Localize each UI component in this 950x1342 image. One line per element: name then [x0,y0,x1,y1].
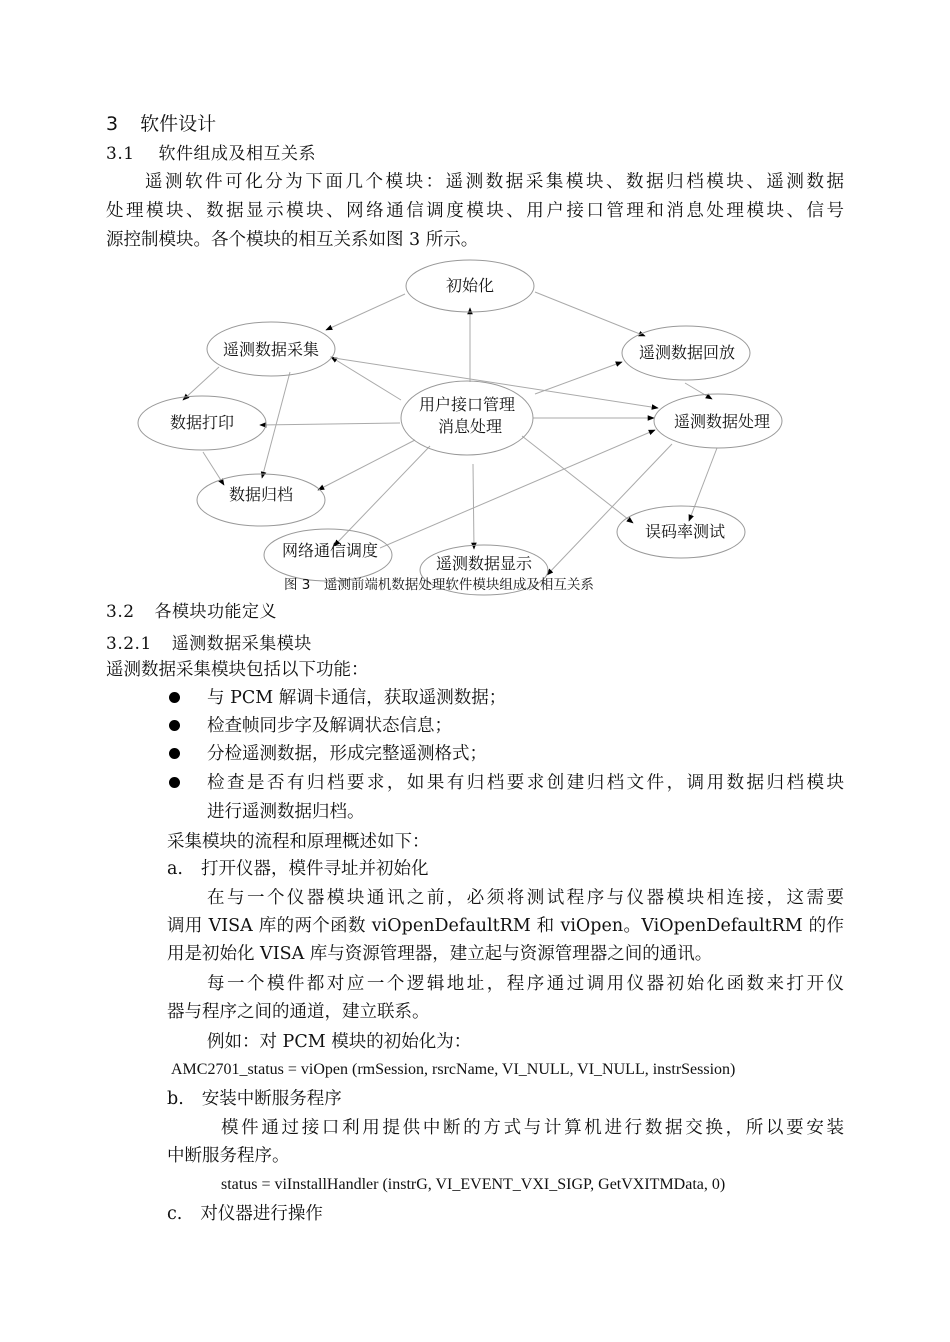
bullet-item-1: 与 PCM 解调卡通信，获取遥测数据； [207,688,507,708]
step-label: a. [167,859,183,879]
node-display-label: 遥测数据显示 [435,554,533,573]
intro-line-1: 遥测软件可化分为下面几个模块：遥测数据采集模块、数据归档模块、遥测数据 [145,172,844,192]
bullet-dot [169,692,180,703]
bullet-item-4-cont: 进行遥测数据归档。 [207,802,365,822]
step-b [167,1087,342,1111]
bullet-item-3: 分检遥测数据，形成完整遥测格式； [207,744,487,764]
bullet-dot [169,777,180,788]
code-viopen: AMC2701_status = viOpen (rmSession, rsrcName, VI_NULL, VI_NULL, instrSession) [171,1061,736,1078]
subsection-number: 3.2.1 [106,634,152,654]
step-label: c. [167,1204,183,1224]
step-text: 对仪器进行操作 [200,1204,323,1224]
functions-intro: 遥测数据采集模块包括以下功能： [106,660,369,680]
node-print-label: 数据打印 [169,413,235,432]
node-network-label: 网络通信调度 [281,541,379,560]
para-a1-line-2: 调用 VISA 库的两个函数 viOpenDefaultRM 和 viOpen。ViOpenDefaultRM 的作 [167,916,844,936]
flow-intro: 采集模块的流程和原理概述如下： [167,832,430,852]
intro-line-3: 源控制模块。各个模块的相互关系如图 3 所示。 [106,230,479,250]
node-process-label: 遥测数据处理 [673,412,771,431]
step-text: 打开仪器，模件寻址并初始化 [201,859,429,879]
subsection-number: 3.1 [106,144,135,164]
step-text: 安装中断服务程序 [201,1089,342,1109]
figure-caption: 图 3 遥测前端机数据处理软件模块组成及相互关系 [284,577,594,593]
node-playback-label: 遥测数据回放 [638,343,736,362]
step-a [167,857,429,881]
intro-line-2: 处理模块、数据显示模块、网络通信调度模块、用户接口管理和消息处理模块、信号 [106,201,844,221]
subsection-number: 3.2 [106,602,135,622]
bullet-dot [169,748,180,759]
node-archive-label: 数据归档 [228,485,294,504]
subsection-title: 各模块功能定义 [154,602,278,622]
subsection-heading-3-2 [106,600,277,624]
section-number: 3 [106,113,119,135]
subsection-title: 软件组成及相互关系 [158,144,317,164]
node-init-label: 初始化 [445,276,495,295]
para-a1-line-1: 在与一个仪器模块通讯之前，必须将测试程序与仪器模块相连接，这需要 [207,888,844,908]
para-a2-line-1: 每一个模件都对应一个逻辑地址，程序通过调用仪器初始化函数来打开仪 [207,974,844,994]
node-ber-label: 误码率测试 [644,522,726,541]
bullet-item-2: 检查帧同步字及解调状态信息； [207,716,452,736]
node-ui-label-2: 消息处理 [437,417,503,436]
subsection-heading-3-2-1 [106,632,312,656]
para-a1-line-3: 用是初始化 VISA 库与资源管理器，建立起与资源管理器之间的通讯。 [167,944,713,964]
section-title: 软件设计 [140,113,217,135]
bullet-item-4: 检查是否有归档要求，如果有归档要求创建归档文件，调用数据归档模块 [207,773,844,793]
bullet-dot [169,720,180,731]
example-line: 例如：对 PCM 模块的初始化为： [207,1032,472,1052]
step-c [167,1202,323,1226]
module-relationship-diagram [0,0,950,600]
para-b-line-1: 模件通过接口利用提供中断的方式与计算机进行数据交换，所以要安装 [221,1118,844,1138]
step-label: b. [167,1089,184,1109]
subsection-title: 遥测数据采集模块 [171,634,312,654]
para-b-line-2: 中断服务程序。 [167,1146,290,1166]
code-install-handler: status = viInstallHandler (instrG, VI_EVENT_VXI_SIGP, GetVXITMData, 0) [221,1176,726,1193]
node-acquire-label: 遥测数据采集 [222,340,320,359]
node-ui-label-1: 用户接口管理 [418,395,516,414]
para-a2-line-2: 器与程序之间的通道，建立联系。 [167,1002,430,1022]
